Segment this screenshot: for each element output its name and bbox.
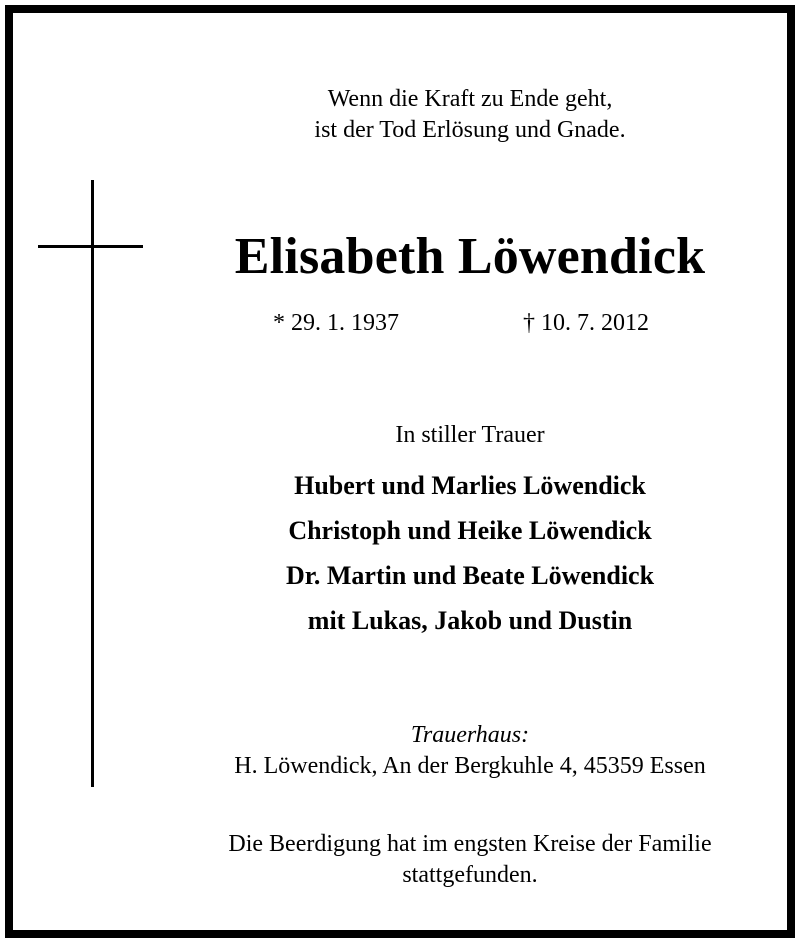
mourner-line: Christoph und Heike Löwendick: [288, 516, 652, 545]
deceased-name: Elisabeth Löwendick: [234, 228, 706, 285]
motto-line: Wenn die Kraft zu Ende geht,: [327, 86, 613, 112]
mourner-line: Dr. Martin und Beate Löwendick: [285, 561, 655, 590]
birth-date: * 29. 1. 1937: [273, 310, 399, 336]
funeral-note-line: Die Beerdigung hat im engsten Kreise der Familie: [228, 831, 712, 857]
mourning-intro: In stiller Trauer: [395, 422, 545, 448]
cross-vertical-bar: [91, 180, 94, 787]
funeral-note-line: stattgefunden.: [402, 862, 538, 888]
house-of-mourning-label: Trauerhaus:: [410, 722, 530, 748]
death-date: † 10. 7. 2012: [523, 310, 649, 336]
cross-horizontal-bar: [38, 245, 143, 248]
motto: [150, 84, 790, 146]
mourner-line: Hubert und Marlies Löwendick: [294, 471, 646, 500]
mourner-line: mit Lukas, Jakob und Dustin: [307, 606, 633, 635]
house-of-mourning-address: H. Löwendick, An der Bergkuhle 4, 45359 Essen: [234, 753, 706, 779]
funeral-note: [150, 829, 790, 891]
mourners-list: [150, 463, 790, 643]
motto-line: ist der Tod Erlösung und Gnade.: [314, 117, 626, 143]
